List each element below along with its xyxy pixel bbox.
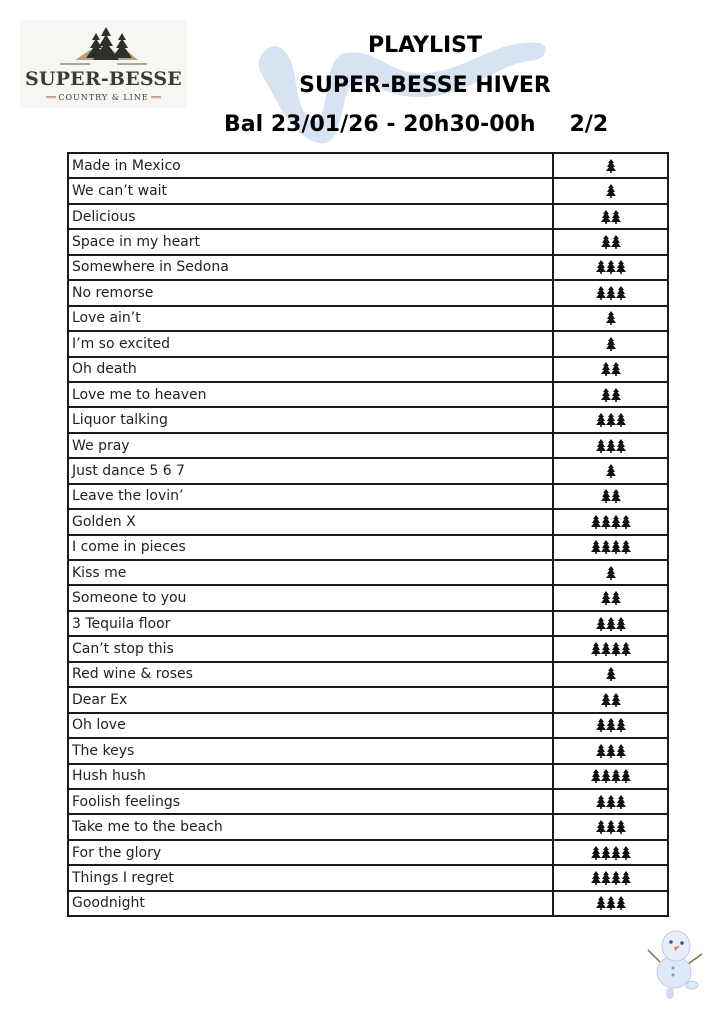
table-row <box>68 789 668 814</box>
song-name: Can’t stop this <box>68 636 553 661</box>
logo-subtitle-text: COUNTRY & LINE <box>58 93 149 102</box>
song-level <box>553 687 668 712</box>
song-name: Take me to the beach <box>68 814 553 839</box>
pine-tree-icon <box>621 515 631 529</box>
table-row <box>68 484 668 509</box>
pine-tree-icon <box>611 210 621 224</box>
table-row <box>68 357 668 382</box>
song-level <box>553 280 668 305</box>
pine-tree-icon <box>616 286 626 300</box>
pine-tree-icon <box>606 439 616 453</box>
pine-tree-icon <box>591 769 601 783</box>
logo-trees-icon <box>20 20 187 70</box>
table-row <box>68 865 668 890</box>
song-name: Oh love <box>68 713 553 738</box>
pine-tree-icon <box>606 744 616 758</box>
song-level <box>553 636 668 661</box>
song-name: Leave the lovin’ <box>68 484 553 509</box>
snowman-icon <box>640 922 710 1002</box>
song-level <box>553 509 668 534</box>
song-level <box>553 891 668 916</box>
pine-tree-icon <box>606 184 616 198</box>
song-name: Liquor talking <box>68 407 553 432</box>
pine-tree-icon <box>616 896 626 910</box>
pine-tree-icon <box>606 260 616 274</box>
pine-tree-icon <box>611 642 621 656</box>
pine-tree-icon <box>601 210 611 224</box>
logo <box>20 20 187 108</box>
song-name: The keys <box>68 738 553 763</box>
pine-tree-icon <box>616 718 626 732</box>
table-row <box>68 891 668 916</box>
pine-tree-icon <box>611 362 621 376</box>
song-name: Things I regret <box>68 865 553 890</box>
song-level <box>553 738 668 763</box>
table-row <box>68 458 668 483</box>
pine-tree-icon <box>611 388 621 402</box>
pine-tree-icon <box>606 820 616 834</box>
table-row <box>68 687 668 712</box>
pine-tree-icon <box>601 591 611 605</box>
pine-tree-icon <box>606 566 616 580</box>
song-level <box>553 865 668 890</box>
pine-tree-icon <box>596 260 606 274</box>
song-level <box>553 789 668 814</box>
table-row <box>68 280 668 305</box>
song-name: Space in my heart <box>68 229 553 254</box>
pine-tree-icon <box>601 362 611 376</box>
pine-tree-icon <box>611 871 621 885</box>
pine-tree-icon <box>616 413 626 427</box>
song-level <box>553 433 668 458</box>
pine-tree-icon <box>596 795 606 809</box>
page-number: 2/2 <box>569 112 609 137</box>
pine-tree-icon <box>616 617 626 631</box>
pine-tree-icon <box>601 693 611 707</box>
table-row <box>68 229 668 254</box>
pine-tree-icon <box>616 439 626 453</box>
song-level <box>553 535 668 560</box>
table-row <box>68 560 668 585</box>
song-level <box>553 306 668 331</box>
event-title: SUPER-BESSE HIVER <box>299 73 551 98</box>
event-date-line <box>224 112 608 137</box>
pine-tree-icon <box>596 413 606 427</box>
pine-tree-icon <box>591 846 601 860</box>
table-row <box>68 255 668 280</box>
pine-tree-icon <box>596 718 606 732</box>
pine-tree-icon <box>611 769 621 783</box>
song-level <box>553 255 668 280</box>
pine-tree-icon <box>621 846 631 860</box>
song-name: Somewhere in Sedona <box>68 255 553 280</box>
song-level <box>553 229 668 254</box>
song-level <box>553 484 668 509</box>
pine-tree-icon <box>591 871 601 885</box>
song-name: Love ain’t <box>68 306 553 331</box>
pine-tree-icon <box>621 642 631 656</box>
table-row <box>68 713 668 738</box>
song-name: Made in Mexico <box>68 153 553 178</box>
pine-tree-icon <box>621 769 631 783</box>
pine-tree-icon <box>611 235 621 249</box>
song-name: Foolish feelings <box>68 789 553 814</box>
pine-tree-icon <box>601 540 611 554</box>
pine-tree-icon <box>591 642 601 656</box>
song-name: Someone to you <box>68 585 553 610</box>
song-level <box>553 611 668 636</box>
song-name: We pray <box>68 433 553 458</box>
pine-tree-icon <box>606 413 616 427</box>
table-row <box>68 636 668 661</box>
pine-tree-icon <box>601 642 611 656</box>
song-name: Love me to heaven <box>68 382 553 407</box>
table-row <box>68 738 668 763</box>
song-level <box>553 585 668 610</box>
pine-tree-icon <box>606 464 616 478</box>
pine-tree-icon <box>606 896 616 910</box>
pine-tree-icon <box>611 540 621 554</box>
table-row <box>68 382 668 407</box>
song-level <box>553 814 668 839</box>
table-row <box>68 407 668 432</box>
song-name: Goodnight <box>68 891 553 916</box>
song-name: I’m so excited <box>68 331 553 356</box>
song-level <box>553 840 668 865</box>
pine-tree-icon <box>616 260 626 274</box>
song-level <box>553 560 668 585</box>
table-row <box>68 153 668 178</box>
song-name: Kiss me <box>68 560 553 585</box>
pine-tree-icon <box>611 846 621 860</box>
pine-tree-icon <box>601 489 611 503</box>
table-row <box>68 331 668 356</box>
pine-tree-icon <box>596 744 606 758</box>
song-level <box>553 713 668 738</box>
song-name: Red wine & roses <box>68 662 553 687</box>
pine-tree-icon <box>601 515 611 529</box>
table-row <box>68 433 668 458</box>
song-level <box>553 331 668 356</box>
pine-tree-icon <box>606 667 616 681</box>
logo-title: SUPER-BESSE <box>25 68 182 90</box>
song-name: Hush hush <box>68 764 553 789</box>
table-row <box>68 509 668 534</box>
table-row <box>68 306 668 331</box>
pine-tree-icon <box>616 744 626 758</box>
song-level <box>553 382 668 407</box>
table-row <box>68 611 668 636</box>
pine-tree-icon <box>616 820 626 834</box>
pine-tree-icon <box>596 896 606 910</box>
pine-tree-icon <box>601 388 611 402</box>
playlist-title: PLAYLIST <box>367 33 483 58</box>
pine-tree-icon <box>616 795 626 809</box>
pine-tree-icon <box>621 871 631 885</box>
table-row <box>68 662 668 687</box>
pine-tree-icon <box>606 286 616 300</box>
pine-tree-icon <box>611 693 621 707</box>
event-date: Bal 23/01/26 - 20h30-00h <box>224 112 536 137</box>
song-name: Dear Ex <box>68 687 553 712</box>
pine-tree-icon <box>606 311 616 325</box>
table-row <box>68 840 668 865</box>
song-name: Oh death <box>68 357 553 382</box>
song-level <box>553 153 668 178</box>
pine-tree-icon <box>596 439 606 453</box>
pine-tree-icon <box>611 591 621 605</box>
pine-tree-icon <box>606 337 616 351</box>
pine-tree-icon <box>596 820 606 834</box>
song-name: Delicious <box>68 204 553 229</box>
table-row <box>68 814 668 839</box>
pine-tree-icon <box>601 846 611 860</box>
song-level <box>553 178 668 203</box>
table-row <box>68 535 668 560</box>
song-name: I come in pieces <box>68 535 553 560</box>
table-row <box>68 764 668 789</box>
song-name: No remorse <box>68 280 553 305</box>
pine-tree-icon <box>591 515 601 529</box>
table-row <box>68 178 668 203</box>
song-level <box>553 357 668 382</box>
song-name: We can’t wait <box>68 178 553 203</box>
pine-tree-icon <box>601 235 611 249</box>
logo-subtitle: ══ COUNTRY & LINE ══ <box>46 93 161 102</box>
table-row <box>68 204 668 229</box>
pine-tree-icon <box>601 769 611 783</box>
pine-tree-icon <box>611 489 621 503</box>
pine-tree-icon <box>611 515 621 529</box>
song-name: Just dance 5 6 7 <box>68 458 553 483</box>
pine-tree-icon <box>606 718 616 732</box>
song-name: For the glory <box>68 840 553 865</box>
song-level <box>553 764 668 789</box>
pine-tree-icon <box>606 159 616 173</box>
pine-tree-icon <box>601 871 611 885</box>
pine-tree-icon <box>591 540 601 554</box>
playlist-table <box>67 152 669 917</box>
pine-tree-icon <box>596 617 606 631</box>
pine-tree-icon <box>606 617 616 631</box>
song-level <box>553 458 668 483</box>
pine-tree-icon <box>596 286 606 300</box>
pine-tree-icon <box>621 540 631 554</box>
pine-tree-icon <box>606 795 616 809</box>
song-name: Golden X <box>68 509 553 534</box>
table-row <box>68 585 668 610</box>
song-level <box>553 204 668 229</box>
song-name: 3 Tequila floor <box>68 611 553 636</box>
song-level <box>553 407 668 432</box>
song-level <box>553 662 668 687</box>
